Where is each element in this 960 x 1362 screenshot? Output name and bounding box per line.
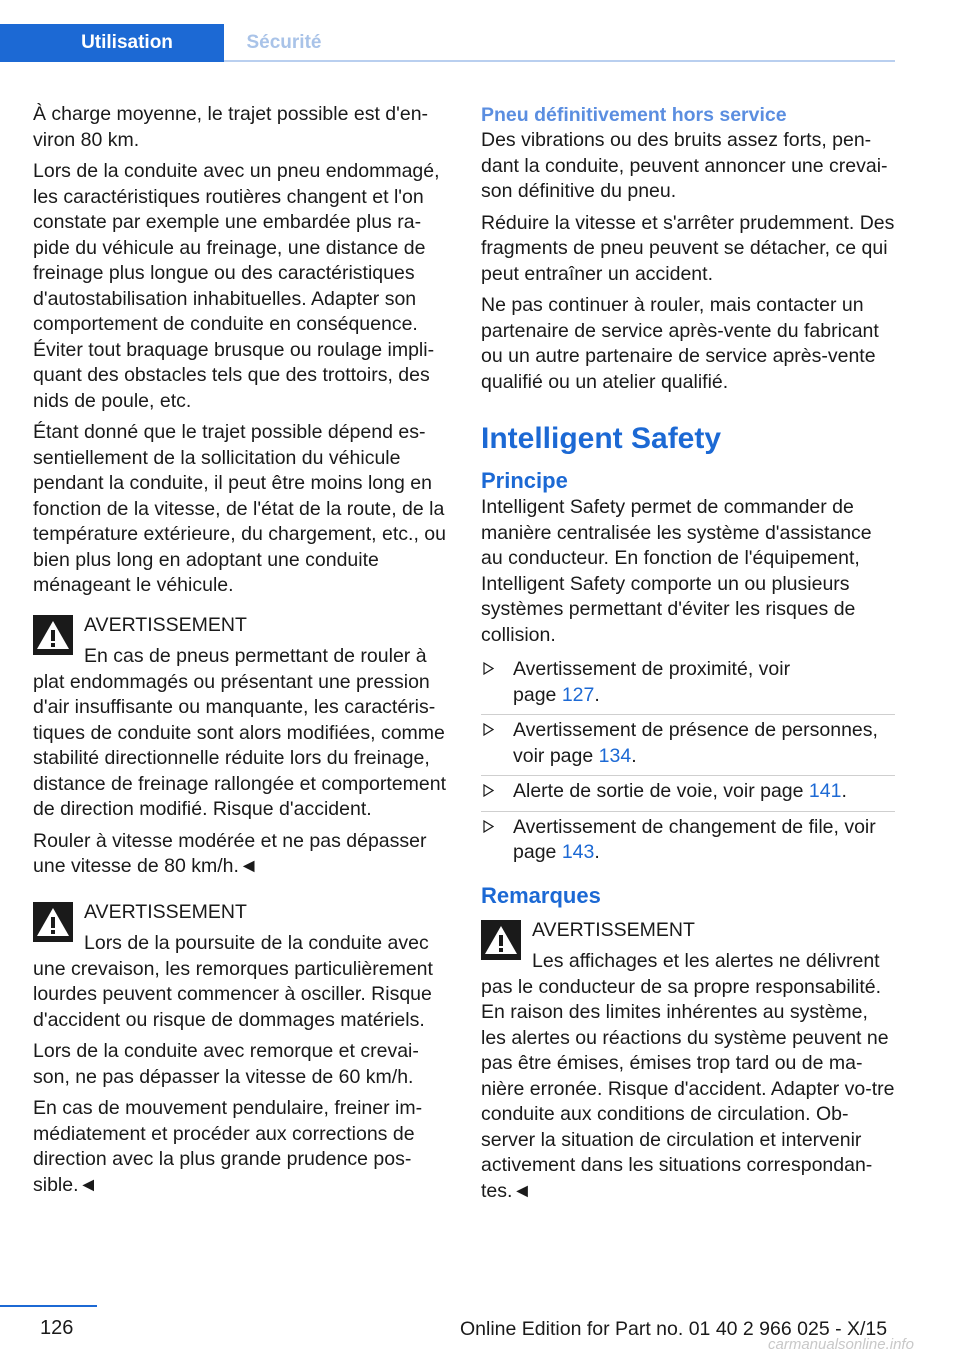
paragraph-contact-partner: Ne pas continuer à rouler, mais contacter un partenaire de service après-vente du fabricant ou un autre partenaire de service après-vente qualifié ou un atelier qualifié.: [481, 294, 879, 393]
warning-title: AVERTISSEMENT: [532, 918, 695, 941]
page-link[interactable]: 141: [808, 780, 842, 802]
warning-triangle-icon: [481, 920, 521, 960]
tab-utilisation[interactable]: Utilisation: [0, 24, 224, 62]
heading-remarques: Remarques: [481, 882, 601, 908]
heading-principe: Principe: [481, 468, 568, 493]
page-link[interactable]: 143: [561, 841, 595, 863]
page-link[interactable]: 127: [561, 683, 595, 706]
paragraph-reduce-speed: Réduire la vitesse et s'arrêter prudemment. Des fragments de pneu peuvent se détacher, ce qui peut entraîner un accident.: [481, 211, 895, 285]
warning-text-pendulum: En cas de mouvement pendulaire, freiner im-médiatement et procéder aux corrections de direction avec la plus grande prudence pos-sible.◄: [33, 1097, 423, 1196]
warning-text: Lors de la poursuite de la conduite avec une crevaison, les remorques particulièrement lourdes peuvent commencer à osciller. Risque d'accident ou risque de dommages matériels.: [33, 932, 433, 1031]
right-column: [481, 102, 895, 1210]
list-item: Avertissement de proximité, voir page 127.: [481, 654, 895, 715]
online-edition-text: Online Edition for Part no. 01 40 2 966 025 - X/15: [460, 1318, 888, 1340]
triangle-bullet-icon: [483, 662, 494, 675]
page-header: [0, 0, 960, 62]
list-item: Avertissement de présence de personnes, voir page 134.: [481, 715, 895, 776]
warning-text: En cas de pneus permettant de rouler à plat endommagés ou présentant une pression d'air insuffisante ou manquante, les caractéris-tiques de conduite sont alors modifiées, comme stabilité directionnelle réduite lors du freinage, distance de freinage rallongée et comportement de direction modifié. Risque d'accident.: [33, 645, 447, 820]
warning-text-speed: Rouler à vitesse modérée et ne pas dépasser une vitesse de 80 km/h.◄: [33, 829, 427, 877]
page-number: 126: [40, 1317, 74, 1339]
list-item: Avertissement de changement de file, voir page 143.: [481, 812, 895, 872]
sub-heading-tire-out-of-service: Pneu définitivement hors service: [481, 104, 787, 126]
list-item: Alerte de sortie de voie, voir page 141.: [481, 776, 895, 812]
paragraph-range-dependence: Étant donné que le trajet possible dépend es-sentiellement de la sollicitation du véhicule pendant la conduite, il peut être moins long en fonction de la vitesse, de l'état de la route, de la température extérieure, du chargement, etc., ou bien plus long en adoptant une conduite ménageant le véhicule.: [33, 421, 446, 596]
paragraph-principe: Intelligent Safety permet de commander de manière centralisée les système d'assistance au conducteur. En fonction de l'équipement, Intelligent Safety comporte un ou plusieurs systèmes permettant d'éviter les risques de collision.: [481, 496, 872, 646]
triangle-bullet-icon: [483, 723, 494, 736]
warning-box-remarques: [481, 914, 895, 1205]
triangle-bullet-icon: [483, 784, 494, 797]
warning-triangle-icon: [33, 615, 73, 655]
footer-rule: [0, 1305, 97, 1307]
watermark: carmanualsonline.info: [768, 1336, 914, 1353]
warning-box-runflat: [33, 609, 447, 880]
paragraph-vibrations: Des vibrations ou des bruits assez forts, pen-dant la conduite, peuvent annoncer une crevai-son définitive du pneu.: [481, 129, 888, 202]
header-rule: [224, 60, 895, 62]
warning-title: AVERTISSEMENT: [84, 613, 247, 636]
section-title-intelligent-safety: Intelligent Safety: [481, 422, 722, 455]
warning-box-trailer: [33, 896, 447, 1199]
warning-triangle-icon: [33, 902, 73, 942]
triangle-bullet-icon: [483, 820, 494, 833]
left-column: [33, 102, 447, 1204]
warning-text: Les affichages et les alertes ne délivrent pas le conducteur de sa propre responsabilité. En raison des limites inhérentes au système, les alertes ou réactions du système peuvent ne pas être émises, émises trop tard ou de ma-nière erronée. Risque d'accident. Adapter vo-tre conduite aux conditions de circulation. Ob-server la situation de circulation et intervenir activement dans les situations correspondan-tes.◄: [481, 950, 895, 1202]
warning-title: AVERTISSEMENT: [84, 900, 247, 923]
paragraph-driving-damaged: Lors de la conduite avec un pneu endommagé, les caractéristiques routières changent et l'on constate par exemple une embardée plus ra-pide du véhicule au freinage, une distance de freinage plus longue ou des caractéristiques d'autostabilisation inhabituelles. Adapter son comportement de conduite en conséquence. Éviter tout braquage brusque ou roulage impli-quant des obstacles tels que des trottoirs, des nids de poule, etc.: [33, 160, 440, 412]
tab-securite[interactable]: Sécurité: [246, 32, 322, 53]
page-link[interactable]: 134: [598, 744, 632, 767]
warning-text-trailer-speed: Lors de la conduite avec remorque et crevai-son, ne pas dépasser la vitesse de 60 km/h.: [33, 1040, 419, 1088]
systems-list: [481, 654, 895, 872]
paragraph-range: À charge moyenne, le trajet possible est d'en-viron 80 km.: [33, 103, 429, 151]
